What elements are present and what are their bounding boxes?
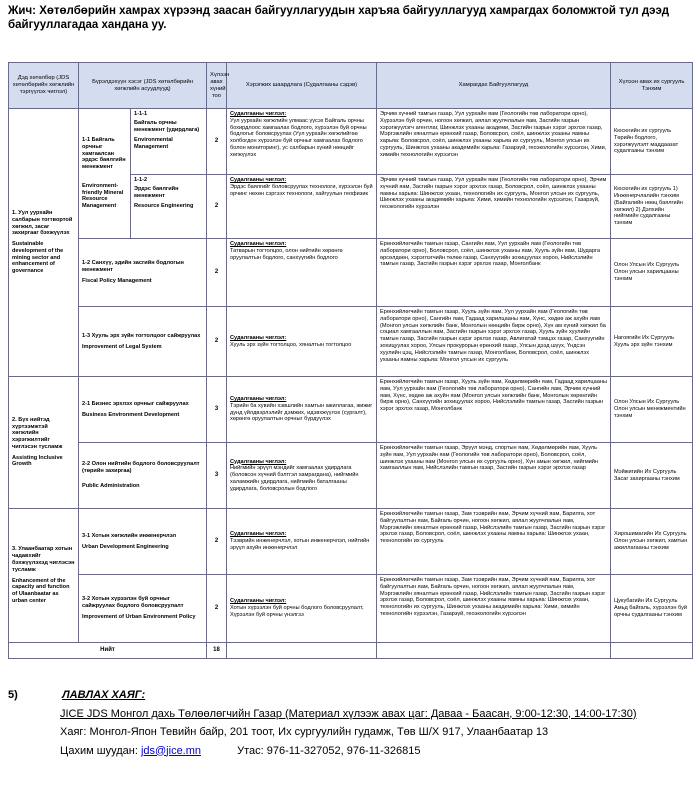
email-link[interactable]: jds@jice.mn — [140, 744, 202, 757]
header-organizations: Хамрагдах Байгууллагууд — [377, 63, 611, 109]
contact-address: Хаяг: Монгол-Япон Тевийн байр, 201 тоот, Их сургуулийн гудамж, Төв Ш/Х 917, Улаанбаатар 13 — [60, 726, 549, 738]
contact-section — [8, 686, 692, 760]
organizations-cell: Ерөнхийлөгчийн тамгын газар, Сангийн яам, Уул уурхайн яам (Геологийн төв лаборатори орно), Боловсрол, соёл, шинжлэх ухааны яам, Хууль зүйн яам, Шударга өрсөлдөөн, хэрэглэгчийн төлөө газар, Санхүүгийн зохицуулах хороо, Нийслэлийн тамгын газар, Засгийн газрын хэрэг эрхлэх газар, Монголбанк — [377, 239, 611, 307]
intro-prefix: Жич: — [8, 5, 36, 17]
goal-2-cell — [9, 377, 79, 509]
contact-heading: ЛАВЛАХ ХАЯГ: — [62, 689, 146, 701]
contact-office: JICE JDS Монгол дахь Төлөөлөгчийн Газар (Материал хүлээж авах цаг: Даваа - Баасан, 9:00-12:30, 14:00-17:30) — [60, 707, 637, 720]
host-cell: Кюсюгийн их сургууль 1) Инженерчлалийн тэнхим (Байгалийн нөөц баялгийн хөгжил) 2) Дэлхийн нийгмийн судалгааны тэнхим — [611, 175, 693, 239]
program-1-1-label-en: Environment- friendly Mineral Resource Management — [82, 182, 124, 210]
count-cell: 2 — [207, 307, 227, 377]
phone-text: Утас: 976-11-327052, 976-11-326815 — [237, 744, 421, 757]
total-row — [9, 643, 693, 659]
count-cell: 2 — [207, 239, 227, 307]
subprogram-number: 1-1-2 — [134, 177, 148, 183]
goal-3-cell — [9, 509, 79, 643]
course-text: Эрдэс баялгийг боловсруулах технологи, хүрээлэн буй орчинг нөхөн сэргээх технологи, хайгуулын геофизик — [230, 183, 373, 197]
program-label: 1-3 Хууль эрх зүйн тогтолцоог сайжруулах — [82, 332, 201, 339]
course-cell — [227, 175, 377, 239]
header-host-university: Хүлээн авах их сургууль Тэнхим — [611, 63, 693, 109]
intro-note — [8, 4, 692, 32]
course-text: Нийгмийн эрүүл мэндийг хамгаалах удирдлага (боловсон хүчний бэлтгэл хамрагдана), нийгмийн халамжийн удирдлага, нийгмийн баталгааны удирдлага, боловсролын бодлого — [230, 465, 359, 492]
program-label-en: Improvement of Urban Environment Policy — [82, 613, 196, 620]
organizations-cell: Ерөнхийлөгчийн тамгын газар, Хууль зүйн яам, Хөдөлмөрийн яам, Гадаад харилцааны яам, Уул уурхайн яам (Геологийн төв лаборатори орно), Сангийн яам, Эрчим хүчний яам, Хүнс, хөдөө аж ахуйн яам (Монгол улсын хөгжлийн банк, Монголын хөрөнгийн бирж орно), Санхүүгийн зохицуулах хороо, Нийслэлийн тамгын газар, Засгийн газрын хэрэг эрхлэх газар, Монголбанк — [377, 377, 611, 443]
header-number: Хүлээн авах хүний тоо — [207, 63, 227, 109]
organizations-cell: Эрчим хүчний тамгын газар, Уул уурхайн яам (Геологийн төв лаборатори орно), Хүрээлэн буй орчин, ногоон хөгжил, аялал жуулчлалын яам, Засгийн газрын хэрэгжүүлэгч агентлаг, Шинжлэх ухааны академи, Засгийн газрын хэрэг эрхлэх газар, Мэргэжлийн хяналтын ерөнхий газар, Боловсрол, соёл, шинжлэх ухааны яамны харьяа: Боловсрол, соёл, шинжлэх ухааны харьяа их сургууль, Монгол улсын их сургууль, Шинжлэх ухааны академийн харьяа: Газарзүй, геоэкологийн хүрээлэн, Хими, химийн технологийн хүрээлэн — [377, 109, 611, 175]
organizations-cell: Ерөнхийлөгчийн тамгын газар, Хууль зүйн яам, Уул уурхайн яам (Геологийн төв лаборатори орно), Сангийн яам, Гадаад харилцааны яам, Хүнс, хөдөө аж ахуйн яам (Монгол улсын хөгжлийн банк, Монголын нөөцийн бирж орно), Хүн ам хүний хөгжил ба социал хамгааллын яам, Засгийн газрын хэрэг эрхлэх газар, Хууль зүйн хуулийн тамгын газар, Засгийн газрын хэрэг эрхлэх газар, Авлигатай тэмцэх газар, Санхүүгийн зохицуулах хороо, Улсын прокурорын ерөнхий газар, Улсын дээд шүүх, Үндсэн хуулийн цэц, Нийслэлийн тамгын газар, Монголбанк, Боловсрол, соёл, шинжлэх ухааны яамны харьяа: Монгол улсын их сургууль — [377, 307, 611, 377]
program-table — [8, 62, 693, 659]
program-1-1-label: 1-1 Байгаль орчныг хамгаалсан эрдэс баялгийн менежмент — [82, 136, 126, 171]
goal-1-title-en: Sustainable development of the mining sector and enhancement of governance — [12, 241, 64, 275]
contact-email-phone — [8, 742, 692, 761]
subprogram-1-1-1 — [131, 109, 207, 175]
subprogram-number: 1-1-1 — [134, 111, 148, 117]
course-label: Судалгааны чиглэл: — [230, 531, 287, 538]
host-cell: Кюсюгийн их сургууль Төрийн бодлого, хэрэгжүүлэлт маддаазат судалгааны тэнхим — [611, 109, 693, 175]
subprogram-label: Эрдэс баялгийн менежмент — [134, 185, 179, 199]
course-cell — [227, 307, 377, 377]
program-label: 2-1 Бизнес эрхлэх орчныг сайжруулах — [82, 400, 189, 407]
table-row — [9, 239, 693, 307]
host-cell: Хирошимагийн Их Сургууль Олон улсын хөгжил, хамтын ажиллагааны тэнхим — [611, 509, 693, 575]
count-cell: 2 — [207, 109, 227, 175]
course-cell — [227, 443, 377, 509]
host-cell: Нагоягийн Их Сургууль Хууль эрх зүйн тэнхим — [611, 307, 693, 377]
count-cell: 3 — [207, 443, 227, 509]
program-label-en: Urban Development Engineering — [82, 543, 169, 550]
course-label: Судалгааны чиглэл: — [230, 395, 287, 402]
empty-cell — [377, 643, 611, 659]
course-text: Хотын хүрээлэн буй орчны бодлого боловсруулалт, Хүрээлэн буй орчны үнэлгээ — [230, 605, 364, 618]
total-value: 18 — [207, 643, 227, 659]
course-label: Судалгааны чиглэл: — [230, 241, 287, 247]
course-cell — [227, 239, 377, 307]
course-label: Судалгааны чиглэл: — [230, 111, 287, 117]
goal-1-title: 1. Уул уурхайн салбарын тогтвортой хөгжил, засаг захиргааг бэхжүүлэх — [12, 209, 73, 237]
organizations-cell: Ерөнхийлөгчийн тамгын газар, Зам тээврийн яам, Эрчим хүчний яам, Барилга, хот байгуулалтын яам, Байгаль орчин, ногоон хөгжил, аялал жуулчлалын яам, Мэргэжлийн хяналтын ерөнхий газар, Нийслэлийн тамгын газар, Засгийн газрын хэрэг эрхлэх газар, Боловсрол, соёл, шинжлэх ухааны яамны харьяа: Шинжлэх ухаан, технологийн их сургууль, Шинжлэх ухааны академийн харьяа: Хими, химийн технологийн хүрээлэн, Газарзүй, геоэкологийн хүрээлэн — [377, 575, 611, 643]
table-row — [9, 109, 693, 175]
course-cell — [227, 509, 377, 575]
host-cell: Цукубагийн Их Сургууль Амьд байгаль, хүрээлэн буй орчны судалгааны тэнхим — [611, 575, 693, 643]
goal-3-title: 3. Улаанбаатар хотын чадавхийг бэхжүүлэхэд чиглэсэн тусламж — [12, 546, 75, 573]
table-header-row — [9, 63, 693, 109]
host-cell: Олон Улсын Их Сургууль Олон улсын менежментийн тэнхим — [611, 377, 693, 443]
program-3-2 — [79, 575, 207, 643]
course-label: Судалгааны чиглэл: — [230, 177, 287, 183]
program-3-1 — [79, 509, 207, 575]
program-label-en: Fiscal Policy Management — [82, 277, 152, 284]
table-row — [9, 307, 693, 377]
contact-heading-line — [8, 686, 692, 705]
program-label: 3-1 Хотын хөгжлийн инженерчлэл — [82, 532, 177, 539]
course-text: Тэрийн ба хувийн хэвшлийн хамтын ажиллагаа, жижиг дунд үйлдвэрлэлийг дэмжих, идэвхжүүлэх (сургалт), хөрөнгө оруулалтын орчныг бүрдүүлэх — [230, 402, 373, 423]
subprogram-label-en: Resource Engineering — [134, 203, 194, 210]
organizations-cell: Ерөнхийлөгчийн тамгын газар, Эрүүл мэнд, спортын яам, Хөдөлмөрийн яам, Хууль зүйн яам, Уул уурхайн яам (Геологийн төв лаборатори орно), Боловсрол, соёл, шинжлэх ухааны яам (Монгол улсын их сургууль орно), Хүн амын хөгжил, нийгмийн хамгааллын яам, Нийслэлийн тамгын газар, Засгийн газрын хэрэг эрхлэх газар — [377, 443, 611, 509]
course-label: Судалгааны чиглэл: — [230, 598, 287, 605]
course-cell — [227, 575, 377, 643]
organizations-cell: Ерөнхийлөгчийн тамгын газар, Зам тээврийн яам, Эрчим хүчний яам, Барилга, хот байгуулалтын яам, Байгаль орчин, ногоон хөгжил, аялал жуулчлалын яам, Мэргэжлийн хяналтын ерөнхий газар, Нийслэлийн тамгын газар, Засгийн газрын хэрэг эрхлэх газар, Боловсрол, соёл, шинжлэх ухааны яамны харьяа: Шинжлэх ухаан, технологийн их сургууль — [377, 509, 611, 575]
table-row — [9, 377, 693, 443]
course-text: Тээврийн инженерчлэл, хотын инженерчлэл, нийтийн эрүүл ахуйн инженерчлэл — [230, 538, 370, 551]
header-goal: Дэд хөтөлбөр (JDS хөтөлбөрийн хөгжлийн тэргүүлэх чиглэл) — [9, 63, 79, 109]
program-label-en: Public Administration — [82, 482, 140, 489]
course-label: Судалгааны чиглэл: — [230, 334, 287, 341]
program-label-en: Business Environment Development — [82, 411, 180, 418]
program-1-2 — [79, 239, 207, 307]
header-program: Бүрэлдэхүүн хэсэг (JDS хөтөлбөрийн хөгжлийн асуудлууд) — [79, 63, 207, 109]
count-cell: 2 — [207, 575, 227, 643]
course-text: Хууль эрх зүйн тогтолцоо, хяналтын тогтолцоо — [230, 341, 352, 348]
program-label: 3-2 Хотын хүрээлэн буй орчныг сайжруулах бодлого боловсруулалт — [82, 596, 184, 610]
table-row — [9, 443, 693, 509]
empty-cell — [611, 643, 693, 659]
total-label: Нийт — [9, 643, 207, 659]
host-cell: Олон Улсын Их Сургууль Олон улсын харилцааны тэнхим — [611, 239, 693, 307]
goal-2-title-en: Assisting Inclusive Growth — [12, 454, 63, 468]
program-label: 2-2 Олон нийтийн бодлого боловсруулалт (төрийн захиргаа) — [82, 461, 200, 475]
program-1-3 — [79, 307, 207, 377]
email-label: Цахим шуудан: — [60, 744, 138, 757]
organizations-cell: Эрчим хүчний тамгын газар, Уул уурхайн яам (Геологийн төв лаборатори орно), Эрчим хүчний яам, Засгийн газрын хэрэг эрхлэх газар, Боловсрол, соёл, шинжлэх ухааны яамны харьяа: Шинжлэх ухаан, технологийн их сургууль, Монгол улсын их сургууль, Шинжлэх ухааны академийн харьяа: Хими, химийн технологийн хүрээлэн, Газарзүй, геоэкологийн хүрээлэн — [377, 175, 611, 239]
program-2-2 — [79, 443, 207, 509]
section-number: 5) — [8, 689, 18, 701]
course-cell — [227, 109, 377, 175]
empty-cell — [227, 643, 377, 659]
course-cell — [227, 377, 377, 443]
goal-2-title: 2. Бүх нийтэд хүртээмжтэй хөгжлийн хэрэгжилтийг чиглэсэн тусламж — [12, 416, 63, 450]
course-text: Татварын тогтолцоо, олон нийтийн хөрөнгө оруулалтын бодлого, санхүүгийн бодлого — [230, 247, 343, 261]
count-cell: 3 — [207, 377, 227, 443]
course-label: Судалгааны чиглэл: — [230, 458, 287, 465]
program-2-1 — [79, 377, 207, 443]
table-row — [9, 509, 693, 575]
subprogram-1-1-2 — [131, 175, 207, 239]
count-cell: 2 — [207, 509, 227, 575]
host-cell: Мэйжигийн Их Сургууль Засаг захиргааны тэнхим — [611, 443, 693, 509]
subprogram-label: Байгаль орчны менежмент (удирдлага) — [134, 119, 200, 133]
header-course: Хэрэгжих шаардлага (Судалгааны сэдэв) — [227, 63, 377, 109]
goal-1-cell — [9, 109, 79, 377]
goal-3-title-en: Enhancement of the capacity and function of Ulaanbaatar as urban center — [12, 577, 70, 604]
program-1-1 — [79, 109, 131, 239]
count-cell: 2 — [207, 175, 227, 239]
program-label: 1-2 Санхүү, эдийн засгийн бодлогын менежмент — [82, 260, 184, 274]
table-row — [9, 575, 693, 643]
course-text: Уул уурхайн хөгжлийн улмаас үүсэх Байгаль орчны бохирдлоос хамгаалах бодлого, хүрээлэн буй орчны бодлогыг боловсруулах (Уул уурхайн хөгжлийгөө холбогдон хүрээлэн буй орчныг хамгаалах бодлого болон мониторинг), ус салбарын хүний нөөцийг хөгжүүлэх — [230, 117, 367, 158]
program-label-en: Improvement of Legal System — [82, 343, 162, 350]
subprogram-label-en: Environmental Management — [134, 137, 173, 151]
intro-text: Хөтөлбөрийн хамрах хүрээнд заасан байгууллагуудын харъяа байгууллагууд хамрагдах боломжтой тул дээд байгууллагадаа хандана уу. — [8, 5, 669, 31]
